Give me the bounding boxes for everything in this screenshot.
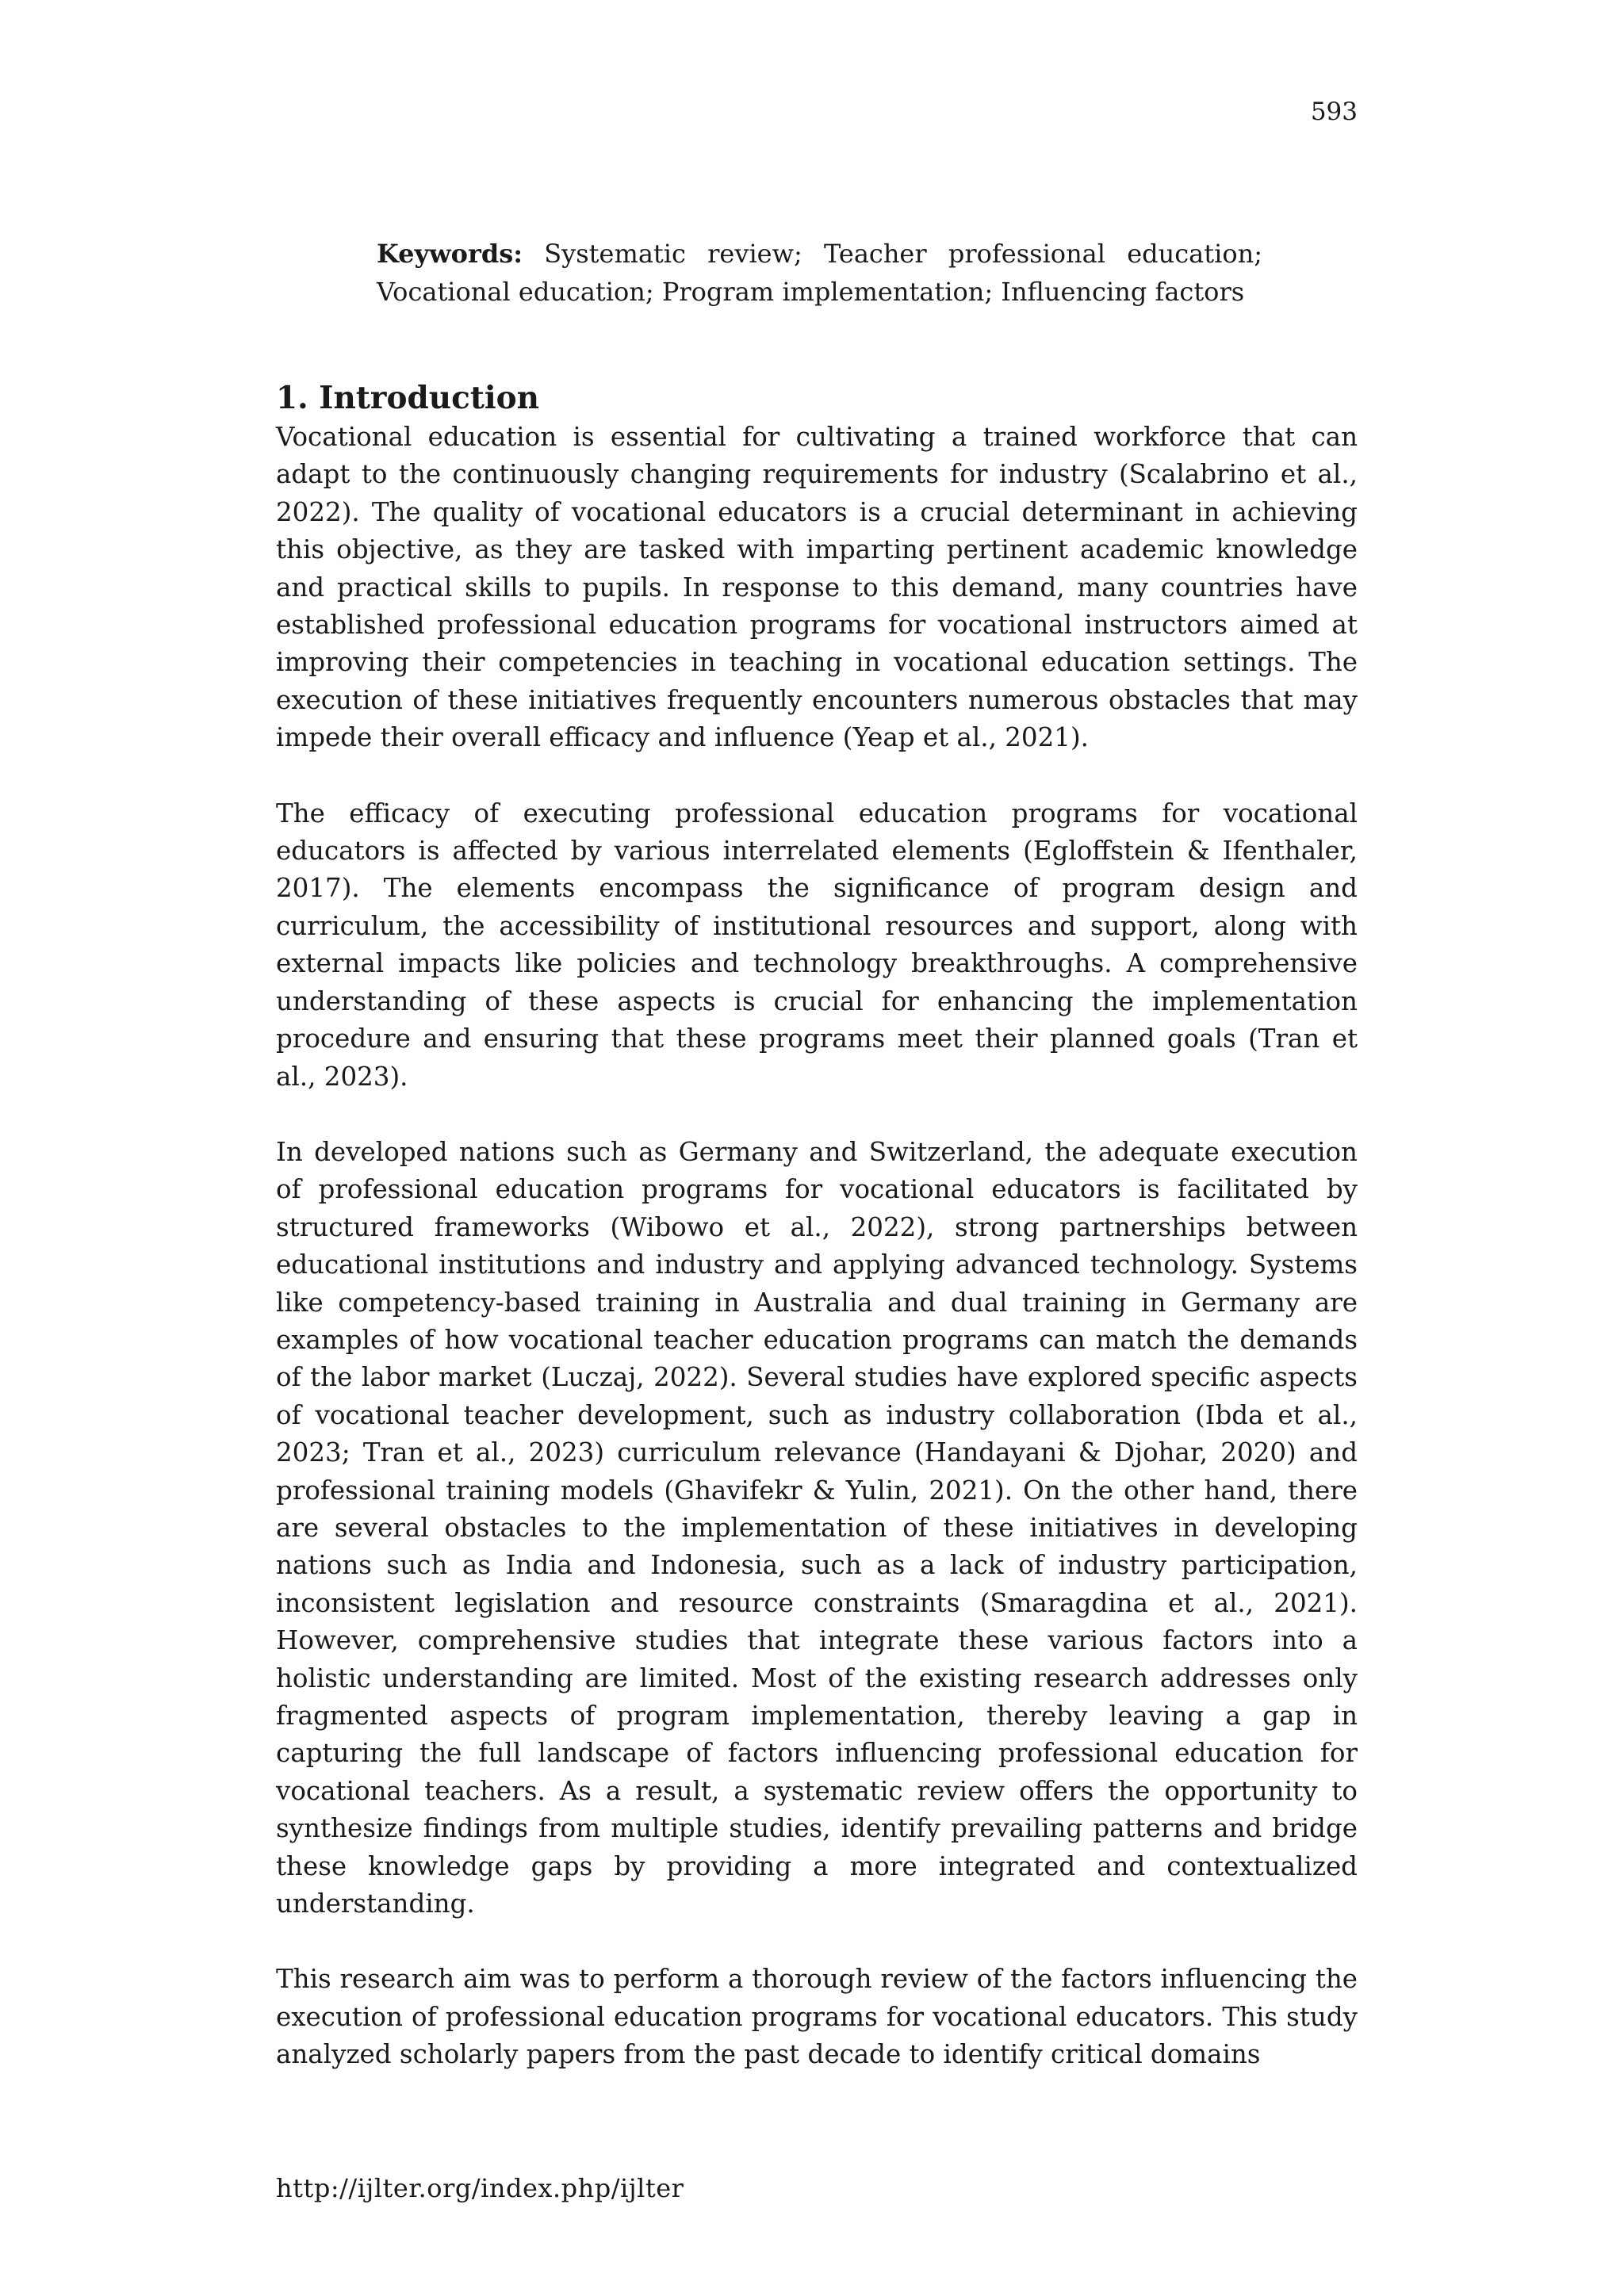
paragraph: Vocational education is essential for cultivating a trained workforce that can adapt to the continuously changing requirements for industry (Scalabrino et al., 2022). The quality of vocational educators is a crucial determinant in achieving this objective, as they are tasked with imparting pertinent academic knowledge and practical skills to pupils. In response to this demand, many countries have established professional education programs for vocational instructors aimed at improving their competencies in teaching in vocational education settings. The execution of these initiatives frequently encounters numerous obstacles that may impede their overall efficacy and influence (Yeap et al., 2021). [276, 422, 1358, 753]
keywords-text: Systematic review; Teacher professional education; Vocational education; Program implementation; Influencing factors [377, 239, 1263, 307]
footer-url: http://ijlter.org/index.php/ijlter [276, 2173, 684, 2203]
paragraph: The efficacy of executing professional education programs for vocational educators is affected by various interrelated elements (Egloffstein & Ifenthaler, 2017). The elements encompass the significance of program design and curriculum, the accessibility of institutional resources and support, along with external impacts like policies and technology breakthroughs. A comprehensive understanding of these aspects is crucial for enhancing the implementation procedure and ensuring that these programs meet their planned goals (Tran et al., 2023). [276, 798, 1358, 1092]
paragraph: This research aim was to perform a thorough review of the factors influencing the execution of professional education programs for vocational educators. This study analyzed scholarly papers from the past decade to identify critical domains [276, 1964, 1358, 2070]
section-heading: 1. Introduction [276, 380, 540, 416]
paragraph: In developed nations such as Germany and Switzerland, the adequate execution of professional education programs for vocational educators is facilitated by structured frameworks (Wibowo et al., 2022), strong partnerships between educational institutions and industry and applying advanced technology. Systems like competency-based training in Australia and dual training in Germany are examples of how vocational teacher education programs can match the demands of the labor market (Luczaj, 2022). Several studies have explored specific aspects of vocational teacher development, such as industry collaboration (Ibda et al., 2023; Tran et al., 2023) curriculum relevance (Handayani & Djohar, 2020) and professional training models (Ghavifekr & Yulin, 2021). On the other hand, there are several obstacles to the implementation of these initiatives in developing nations such as India and Indonesia, such as a lack of industry participation, inconsistent legislation and resource constraints (Smaragdina et al., 2021). However, comprehensive studies that integrate these various factors into a holistic understanding are limited. Most of the existing research addresses only fragmented aspects of program implementation, thereby leaving a gap in capturing the full landscape of factors influencing professional education for vocational teachers. As a result, a systematic review offers the opportunity to synthesize findings from multiple studies, identify prevailing patterns and bridge these knowledge gaps by providing a more integrated and contextualized understanding. [276, 1136, 1358, 1919]
keywords-block [377, 235, 1262, 311]
page-number: 593 [1310, 98, 1358, 126]
introduction-section [276, 377, 1358, 2074]
keywords-label: Keywords: [377, 239, 523, 269]
